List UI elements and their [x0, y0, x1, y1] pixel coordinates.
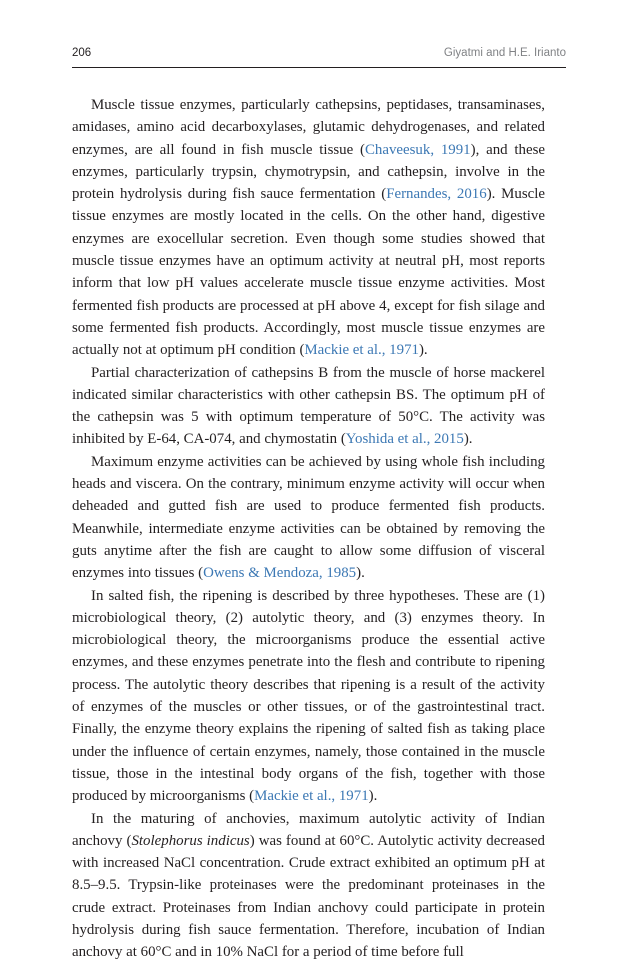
paragraph [72, 362, 545, 451]
paragraph-text: Partial characterization of cathepsins B from the muscle of horse mackerel indicated similar characteristics with other cathepsin BS. The optimum pH of the cathepsin was 5 with optimum temperature of 50°C. The activity was inhibited by E-64, CA-074, and chymostatin ( [72, 364, 545, 448]
paragraph-text: Maximum enzyme activities can be achieved by using whole fish including heads and viscera. On the contrary, minimum enzyme activity will occur when deheaded and gutted fish are used to produce fermented fish products. Meanwhile, intermediate enzyme activities can be obtained by removing the guts anytime after the fish are caught to allow some diffusion of visceral enzymes into tissues ( [72, 453, 545, 582]
paragraph-text: ) was found at 60°C. Autolytic activity decreased with increased NaCl concentration. Crude extract exhibited an optimum pH at 8.5–9.5. Trypsin-like proteinases were the predominant proteinases in the crude extract. Proteinases from Indian anchovy could participate in protein hydrolysis during fish sauce fermentation. Therefore, incubation of Indian anchovy at 60°C and in 10% NaCl for a period of time before full [72, 832, 545, 961]
paragraph [72, 585, 545, 808]
page-header [72, 45, 566, 68]
scientific-name: Stolephorus indicus [131, 832, 250, 849]
citation-link[interactable]: Chaveesuk, 1991 [364, 141, 471, 158]
citation-link[interactable]: Owens & Mendoza, 1985 [203, 565, 357, 582]
paragraph-text: Muscle tissue enzymes, particularly cathepsins, peptidases, transaminases, amidases, amino acid decarboxylases, glutamic dehydrogenases, and related enzymes, are all found in fish muscle tissue ( [72, 97, 545, 158]
paragraph-text: ). [356, 565, 365, 582]
paragraph-text: ). Muscle tissue enzymes are mostly located in the cells. On the other hand, digestive enzymes are exocellular secretion. Even though some studies showed that muscle tissue enzymes have an optimum activity at neutral pH, most reports inform that low pH values accelerate muscle tissue enzyme activities. Most fermented fish products are processed at pH above 4, except for fish silage and some fermented fish products. Accordingly, most muscle tissue enzymes are actually not at optimum pH condition ( [72, 186, 545, 359]
paragraph-text: ). [463, 431, 473, 448]
citation-link[interactable]: Mackie et al., 1971 [254, 788, 369, 805]
paragraph-text: ), and these enzymes, particularly trypsin, chymotrypsin, and cathepsin, involve in the protein hydrolysis during fish sauce fermentation ( [72, 141, 545, 203]
paragraph-text: ). [368, 788, 378, 805]
paragraph [72, 94, 545, 362]
paragraph-text: In salted fish, the ripening is described by three hypotheses. These are (1) microbiological theory, (2) autolytic theory, and (3) enzymes theory. In microbiological theory, the microorganisms produce the essential active enzymes, and these enzymes penetrate into the flesh and contribute to ripening process. The autolytic theory describes that ripening is a result of the activity of enzymes of the muscles or other tissues, or of the gastrointestinal tract. Finally, the enzyme theory explains the ripening of salted fish as taking place under the influence of certain enzymes, namely, those contained in the muscle tissue, those in the intestinal body organs of the fish, together with those produced by microorganisms ( [72, 587, 545, 805]
citation-link[interactable]: Mackie et al., 1971 [304, 342, 419, 359]
paragraph [72, 451, 545, 585]
paragraph-text: ). [418, 342, 428, 359]
citation-link[interactable]: Yoshida et al., 2015 [345, 431, 464, 448]
paragraph [72, 808, 545, 964]
body-text [72, 94, 545, 964]
paragraph-text: In the maturing of anchovies, maximum autolytic activity of Indian anchovy ( [72, 810, 545, 849]
page-number: 206 [72, 47, 92, 59]
running-head: Giyatmi and H.E. Irianto [443, 47, 566, 59]
citation-link[interactable]: Fernandes, 2016 [386, 186, 487, 203]
